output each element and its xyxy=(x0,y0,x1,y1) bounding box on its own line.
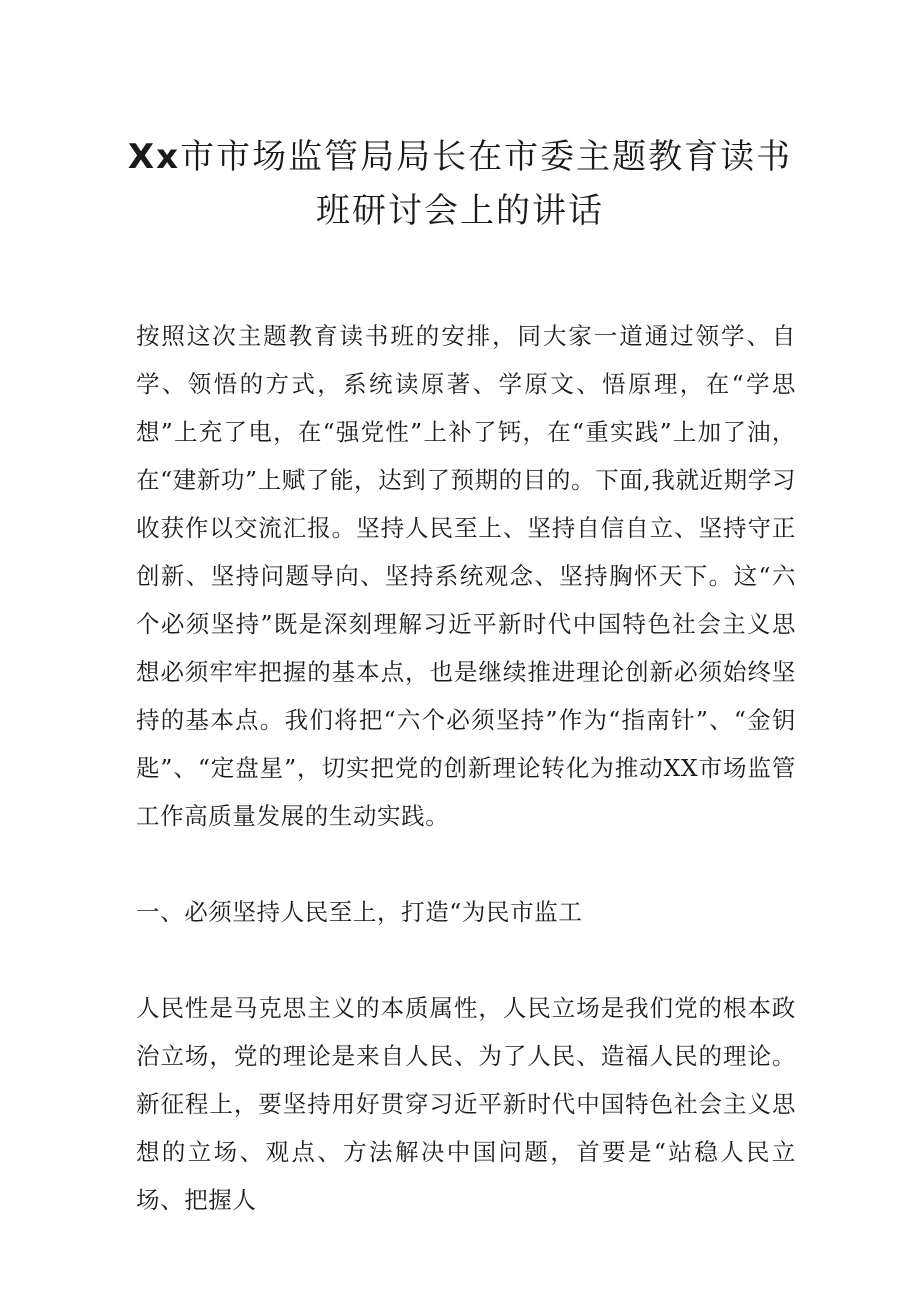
intro-paragraph: 按照这次主题教育读书班的安排，同大家一道通过领学、自学、领悟的方式，系统读原著、学原文、悟原理，在“学思想”上充了电，在“强党性”上补了钙，在“重实践”上加了油，在“建新功”上赋了能，达到了预期的目的。下面,我就近期学习收获作以交流汇报。坚持人民至上、坚持自信自立、坚持守正创新、坚持问题导向、坚持系统观念、坚持胸怀天下。这“六个必须坚持”既是深刻理解习近平新时代中国特色社会主义思想必须牢牢把握的基本点，也是继续推进理论创新必须始终坚持的基本点。我们将把“六个必须坚持”作为“指南针”、“金钥匙”、“定盘星”，切实把党的创新理论转化为推动XX市场监管工作高质量发展的生动实践。 xyxy=(136,322,796,830)
section-1-heading: 一、必须坚持人民至上，打造“为民市监工 xyxy=(136,898,583,926)
title-prefix: Xx xyxy=(127,137,181,177)
document-title-line-2: 班研讨会上的讲话 xyxy=(316,191,604,231)
section-1-paragraph: 人民性是马克思主义的本质属性，人民立场是我们党的根本政治立场，党的理论是来自人民、为了人民、造福人民的理论。新征程上，要坚持用好贯穿习近平新时代中国特色社会主义思想的立场、观点、方法解决中国问题，首要是“站稳人民立场、把握人 xyxy=(136,994,796,1214)
document-title-line-1 xyxy=(100,128,820,186)
title-line-1-text: 市市场监管局局长在市委主题教育读书 xyxy=(180,137,793,177)
